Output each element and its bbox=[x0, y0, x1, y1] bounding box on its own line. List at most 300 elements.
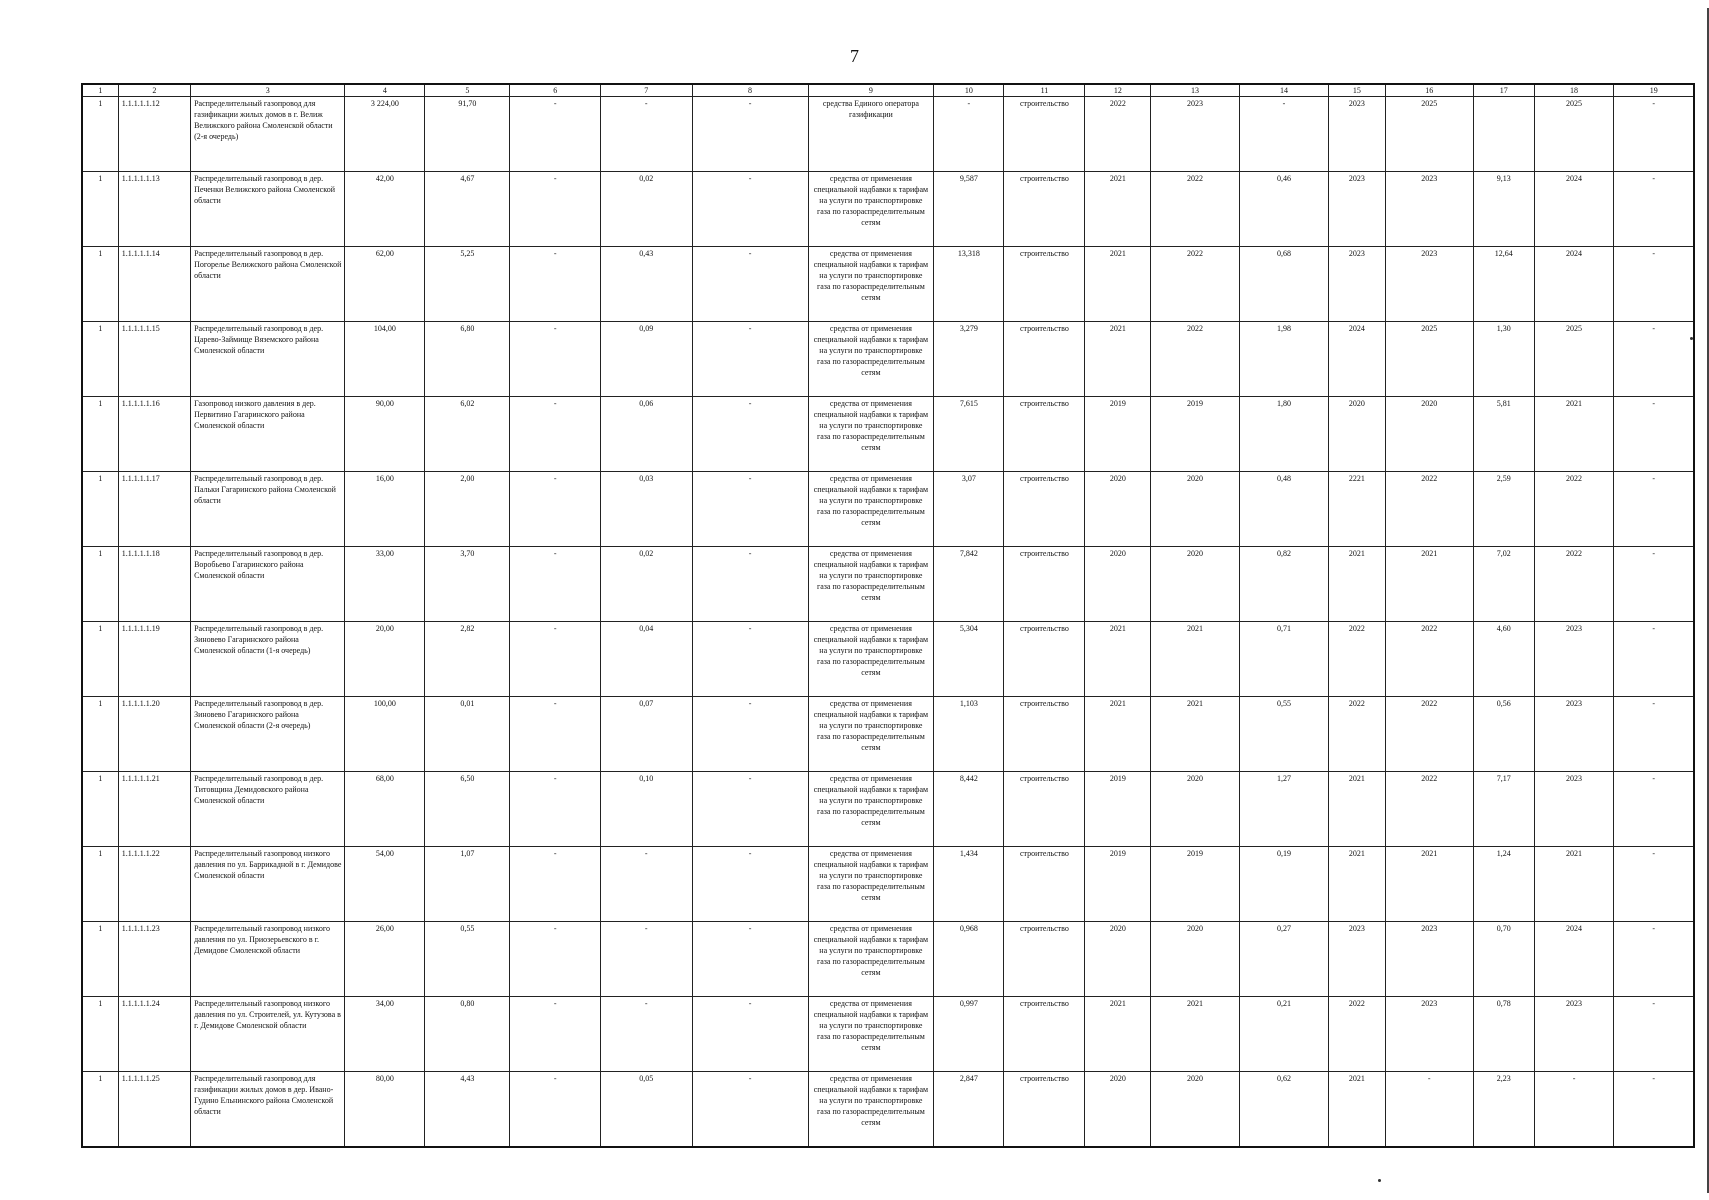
col17-cell: 2,23 bbox=[1473, 1072, 1534, 1148]
col16-cell: 2022 bbox=[1385, 472, 1473, 547]
level-cell: 1 bbox=[82, 172, 118, 247]
col17-cell: 1,30 bbox=[1473, 322, 1534, 397]
col4-cell: 16,00 bbox=[345, 472, 425, 547]
table-row bbox=[82, 97, 1694, 172]
column-number-cell: 4 bbox=[345, 84, 425, 97]
col8-cell: - bbox=[692, 772, 808, 847]
scan-speck bbox=[1378, 1179, 1381, 1182]
col8-cell: - bbox=[692, 997, 808, 1072]
col15-cell: 2023 bbox=[1329, 922, 1385, 997]
col7-cell: 0,09 bbox=[600, 322, 692, 397]
col8-cell: - bbox=[692, 922, 808, 997]
col16-cell: 2025 bbox=[1385, 322, 1473, 397]
col16-cell: 2022 bbox=[1385, 622, 1473, 697]
col12-cell: 2020 bbox=[1085, 922, 1151, 997]
col5-cell: 6,50 bbox=[425, 772, 510, 847]
col10-cell: 3,279 bbox=[934, 322, 1004, 397]
col8-cell: - bbox=[692, 172, 808, 247]
col19-cell: - bbox=[1614, 172, 1694, 247]
column-number-cell: 8 bbox=[692, 84, 808, 97]
work-type-cell: строительство bbox=[1004, 622, 1085, 697]
work-type-cell: строительство bbox=[1004, 547, 1085, 622]
object-name-cell: Распределительный газопровод низкого давления по ул. Баррикадной в г. Демидове Смоленской области bbox=[191, 847, 345, 922]
page-number: 7 bbox=[850, 46, 859, 66]
column-number-cell: 10 bbox=[934, 84, 1004, 97]
col13-cell: 2021 bbox=[1151, 697, 1239, 772]
col16-cell: 2022 bbox=[1385, 772, 1473, 847]
id-cell: 1.1.1.1.1.23 bbox=[118, 922, 190, 997]
col16-cell: 2021 bbox=[1385, 547, 1473, 622]
col14-cell: 0,82 bbox=[1239, 547, 1328, 622]
col14-cell: 0,68 bbox=[1239, 247, 1328, 322]
col13-cell: 2022 bbox=[1151, 322, 1239, 397]
funding-source-cell: средства от применения специальной надбавки к тарифам на услуги по транспортировке газа по газораспределительным сетям bbox=[808, 997, 934, 1072]
col14-cell: - bbox=[1239, 97, 1328, 172]
col4-cell: 34,00 bbox=[345, 997, 425, 1072]
col4-cell: 3 224,00 bbox=[345, 97, 425, 172]
col16-cell: 2022 bbox=[1385, 697, 1473, 772]
col19-cell: - bbox=[1614, 922, 1694, 997]
col19-cell: - bbox=[1614, 772, 1694, 847]
col13-cell: 2022 bbox=[1151, 172, 1239, 247]
table-row bbox=[82, 247, 1694, 322]
column-number-cell: 2 bbox=[118, 84, 190, 97]
col18-cell: 2021 bbox=[1534, 847, 1614, 922]
col14-cell: 0,62 bbox=[1239, 1072, 1328, 1148]
col17-cell: 4,60 bbox=[1473, 622, 1534, 697]
object-name-cell: Распределительный газопровод низкого давления по ул. Строителей, ул. Кутузова в г. Демидове Смоленской области bbox=[191, 997, 345, 1072]
level-cell: 1 bbox=[82, 547, 118, 622]
level-cell: 1 bbox=[82, 772, 118, 847]
id-cell: 1.1.1.1.1.20 bbox=[118, 697, 190, 772]
col19-cell: - bbox=[1614, 247, 1694, 322]
col7-cell: 0,05 bbox=[600, 1072, 692, 1148]
col17-cell: 9,13 bbox=[1473, 172, 1534, 247]
col10-cell: 8,442 bbox=[934, 772, 1004, 847]
col14-cell: 0,21 bbox=[1239, 997, 1328, 1072]
col13-cell: 2020 bbox=[1151, 1072, 1239, 1148]
column-number-cell: 5 bbox=[425, 84, 510, 97]
object-name-cell: Распределительный газопровод в дер. Титовщина Демидовского района Смоленской области bbox=[191, 772, 345, 847]
funding-source-cell: средства от применения специальной надбавки к тарифам на услуги по транспортировке газа по газораспределительным сетям bbox=[808, 1072, 934, 1148]
col16-cell: 2021 bbox=[1385, 847, 1473, 922]
col15-cell: 2021 bbox=[1329, 772, 1385, 847]
col7-cell: 0,03 bbox=[600, 472, 692, 547]
col12-cell: 2021 bbox=[1085, 172, 1151, 247]
col5-cell: 0,80 bbox=[425, 997, 510, 1072]
col7-cell: - bbox=[600, 922, 692, 997]
table-row bbox=[82, 997, 1694, 1072]
col13-cell: 2020 bbox=[1151, 547, 1239, 622]
table-row bbox=[82, 922, 1694, 997]
col12-cell: 2019 bbox=[1085, 397, 1151, 472]
column-number-cell: 13 bbox=[1151, 84, 1239, 97]
col10-cell: 5,304 bbox=[934, 622, 1004, 697]
col12-cell: 2020 bbox=[1085, 472, 1151, 547]
table-row bbox=[82, 622, 1694, 697]
col6-cell: - bbox=[510, 322, 601, 397]
col19-cell: - bbox=[1614, 622, 1694, 697]
col18-cell: 2024 bbox=[1534, 172, 1614, 247]
id-cell: 1.1.1.1.1.16 bbox=[118, 397, 190, 472]
col10-cell: 7,615 bbox=[934, 397, 1004, 472]
col19-cell: - bbox=[1614, 997, 1694, 1072]
object-name-cell: Распределительный газопровод для газификации жилых домов в г. Велиж Велижского района Смоленской области (2-я очередь) bbox=[191, 97, 345, 172]
col17-cell: 7,17 bbox=[1473, 772, 1534, 847]
col18-cell: 2023 bbox=[1534, 772, 1614, 847]
col7-cell: 0,04 bbox=[600, 622, 692, 697]
funding-source-cell: средства от применения специальной надбавки к тарифам на услуги по транспортировке газа по газораспределительным сетям bbox=[808, 697, 934, 772]
level-cell: 1 bbox=[82, 697, 118, 772]
id-cell: 1.1.1.1.1.21 bbox=[118, 772, 190, 847]
col18-cell: 2022 bbox=[1534, 472, 1614, 547]
col5-cell: 6,80 bbox=[425, 322, 510, 397]
col16-cell: 2023 bbox=[1385, 922, 1473, 997]
col10-cell: 1,103 bbox=[934, 697, 1004, 772]
level-cell: 1 bbox=[82, 322, 118, 397]
table-row bbox=[82, 172, 1694, 247]
col4-cell: 100,00 bbox=[345, 697, 425, 772]
col10-cell: 9,587 bbox=[934, 172, 1004, 247]
column-number-cell: 6 bbox=[510, 84, 601, 97]
col10-cell: 2,847 bbox=[934, 1072, 1004, 1148]
level-cell: 1 bbox=[82, 997, 118, 1072]
col15-cell: 2221 bbox=[1329, 472, 1385, 547]
table-row bbox=[82, 1072, 1694, 1148]
col6-cell: - bbox=[510, 1072, 601, 1148]
column-number-cell: 11 bbox=[1004, 84, 1085, 97]
col19-cell: - bbox=[1614, 97, 1694, 172]
col16-cell: - bbox=[1385, 1072, 1473, 1148]
col6-cell: - bbox=[510, 397, 601, 472]
col8-cell: - bbox=[692, 97, 808, 172]
work-type-cell: строительство bbox=[1004, 472, 1085, 547]
col18-cell: 2023 bbox=[1534, 622, 1614, 697]
col16-cell: 2020 bbox=[1385, 397, 1473, 472]
col6-cell: - bbox=[510, 472, 601, 547]
col8-cell: - bbox=[692, 397, 808, 472]
col10-cell: - bbox=[934, 97, 1004, 172]
column-number-cell: 12 bbox=[1085, 84, 1151, 97]
work-type-cell: строительство bbox=[1004, 772, 1085, 847]
object-name-cell: Распределительный газопровод в дер. Зиновево Гагаринского района Смоленской области (1-я очередь) bbox=[191, 622, 345, 697]
col15-cell: 2022 bbox=[1329, 622, 1385, 697]
id-cell: 1.1.1.1.1.15 bbox=[118, 322, 190, 397]
funding-source-cell: средства от применения специальной надбавки к тарифам на услуги по транспортировке газа по газораспределительным сетям bbox=[808, 847, 934, 922]
col12-cell: 2019 bbox=[1085, 847, 1151, 922]
col13-cell: 2019 bbox=[1151, 397, 1239, 472]
col6-cell: - bbox=[510, 922, 601, 997]
col8-cell: - bbox=[692, 322, 808, 397]
funding-source-cell: средства от применения специальной надбавки к тарифам на услуги по транспортировке газа по газораспределительным сетям bbox=[808, 322, 934, 397]
id-cell: 1.1.1.1.1.24 bbox=[118, 997, 190, 1072]
col18-cell: 2025 bbox=[1534, 97, 1614, 172]
col19-cell: - bbox=[1614, 547, 1694, 622]
table-body bbox=[82, 84, 1694, 1147]
col7-cell: - bbox=[600, 97, 692, 172]
column-number-cell: 17 bbox=[1473, 84, 1534, 97]
col13-cell: 2020 bbox=[1151, 772, 1239, 847]
object-name-cell: Распределительный газопровод в дер. Воробьево Гагаринского района Смоленской области bbox=[191, 547, 345, 622]
table-row bbox=[82, 697, 1694, 772]
col4-cell: 20,00 bbox=[345, 622, 425, 697]
funding-source-cell: средства от применения специальной надбавки к тарифам на услуги по транспортировке газа по газораспределительным сетям bbox=[808, 397, 934, 472]
object-name-cell: Распределительный газопровод в дер. Пальки Гагаринского района Смоленской области bbox=[191, 472, 345, 547]
object-name-cell: Распределительный газопровод в дер. Царево-Займище Вяземского района Смоленской области bbox=[191, 322, 345, 397]
funding-source-cell: средства от применения специальной надбавки к тарифам на услуги по транспортировке газа по газораспределительным сетям bbox=[808, 547, 934, 622]
col10-cell: 3,07 bbox=[934, 472, 1004, 547]
col6-cell: - bbox=[510, 247, 601, 322]
work-type-cell: строительство bbox=[1004, 997, 1085, 1072]
col16-cell: 2025 bbox=[1385, 97, 1473, 172]
column-number-cell: 15 bbox=[1329, 84, 1385, 97]
col18-cell: 2024 bbox=[1534, 247, 1614, 322]
column-number-row bbox=[82, 84, 1694, 97]
col15-cell: 2023 bbox=[1329, 172, 1385, 247]
col17-cell bbox=[1473, 97, 1534, 172]
col8-cell: - bbox=[692, 547, 808, 622]
col4-cell: 33,00 bbox=[345, 547, 425, 622]
col14-cell: 0,71 bbox=[1239, 622, 1328, 697]
col8-cell: - bbox=[692, 697, 808, 772]
col7-cell: - bbox=[600, 997, 692, 1072]
col18-cell: 2023 bbox=[1534, 697, 1614, 772]
col5-cell: 3,70 bbox=[425, 547, 510, 622]
col5-cell: 2,82 bbox=[425, 622, 510, 697]
table-row bbox=[82, 322, 1694, 397]
column-number-cell: 18 bbox=[1534, 84, 1614, 97]
object-name-cell: Распределительный газопровод в дер. Зиновево Гагаринского района Смоленской области (2-я очередь) bbox=[191, 697, 345, 772]
funding-source-cell: средства Единого оператора газификации bbox=[808, 97, 934, 172]
col4-cell: 62,00 bbox=[345, 247, 425, 322]
object-name-cell: Распределительный газопровод в дер. Погорелье Велижского района Смоленской области bbox=[191, 247, 345, 322]
level-cell: 1 bbox=[82, 397, 118, 472]
id-cell: 1.1.1.1.1.18 bbox=[118, 547, 190, 622]
col6-cell: - bbox=[510, 697, 601, 772]
col12-cell: 2021 bbox=[1085, 622, 1151, 697]
col7-cell: 0,43 bbox=[600, 247, 692, 322]
col17-cell: 12,64 bbox=[1473, 247, 1534, 322]
column-number-cell: 16 bbox=[1385, 84, 1473, 97]
col7-cell: 0,06 bbox=[600, 397, 692, 472]
work-type-cell: строительство bbox=[1004, 97, 1085, 172]
column-number-cell: 7 bbox=[600, 84, 692, 97]
col12-cell: 2021 bbox=[1085, 247, 1151, 322]
id-cell: 1.1.1.1.1.12 bbox=[118, 97, 190, 172]
work-type-cell: строительство bbox=[1004, 172, 1085, 247]
table-row bbox=[82, 397, 1694, 472]
col6-cell: - bbox=[510, 547, 601, 622]
col14-cell: 0,46 bbox=[1239, 172, 1328, 247]
col15-cell: 2023 bbox=[1329, 247, 1385, 322]
col17-cell: 2,59 bbox=[1473, 472, 1534, 547]
object-name-cell: Распределительный газопровод низкого давления по ул. Приозерьевского в г. Демидове Смоленской области bbox=[191, 922, 345, 997]
object-name-cell: Распределительный газопровод для газификации жилых домов в дер. Ивано-Гудино Ельнинского района Смоленской области bbox=[191, 1072, 345, 1148]
col15-cell: 2021 bbox=[1329, 547, 1385, 622]
col10-cell: 0,968 bbox=[934, 922, 1004, 997]
col18-cell: 2023 bbox=[1534, 997, 1614, 1072]
col14-cell: 1,80 bbox=[1239, 397, 1328, 472]
col14-cell: 0,55 bbox=[1239, 697, 1328, 772]
col4-cell: 26,00 bbox=[345, 922, 425, 997]
id-cell: 1.1.1.1.1.22 bbox=[118, 847, 190, 922]
table-row bbox=[82, 547, 1694, 622]
col15-cell: 2020 bbox=[1329, 397, 1385, 472]
level-cell: 1 bbox=[82, 247, 118, 322]
col14-cell: 0,48 bbox=[1239, 472, 1328, 547]
col5-cell: 0,01 bbox=[425, 697, 510, 772]
col14-cell: 0,27 bbox=[1239, 922, 1328, 997]
column-number-cell: 9 bbox=[808, 84, 934, 97]
col12-cell: 2021 bbox=[1085, 997, 1151, 1072]
id-cell: 1.1.1.1.1.13 bbox=[118, 172, 190, 247]
col13-cell: 2021 bbox=[1151, 997, 1239, 1072]
col6-cell: - bbox=[510, 997, 601, 1072]
col19-cell: - bbox=[1614, 847, 1694, 922]
work-type-cell: строительство bbox=[1004, 247, 1085, 322]
col8-cell: - bbox=[692, 472, 808, 547]
col17-cell: 0,70 bbox=[1473, 922, 1534, 997]
col10-cell: 13,318 bbox=[934, 247, 1004, 322]
col8-cell: - bbox=[692, 1072, 808, 1148]
work-type-cell: строительство bbox=[1004, 397, 1085, 472]
col4-cell: 68,00 bbox=[345, 772, 425, 847]
work-type-cell: строительство bbox=[1004, 847, 1085, 922]
col18-cell: 2021 bbox=[1534, 397, 1614, 472]
col5-cell: 1,07 bbox=[425, 847, 510, 922]
table-row bbox=[82, 772, 1694, 847]
col19-cell: - bbox=[1614, 697, 1694, 772]
id-cell: 1.1.1.1.1.14 bbox=[118, 247, 190, 322]
col6-cell: - bbox=[510, 847, 601, 922]
col7-cell: 0,10 bbox=[600, 772, 692, 847]
col4-cell: 104,00 bbox=[345, 322, 425, 397]
col7-cell: 0,07 bbox=[600, 697, 692, 772]
col15-cell: 2023 bbox=[1329, 97, 1385, 172]
col15-cell: 2022 bbox=[1329, 697, 1385, 772]
col4-cell: 80,00 bbox=[345, 1072, 425, 1148]
col13-cell: 2021 bbox=[1151, 622, 1239, 697]
work-type-cell: строительство bbox=[1004, 322, 1085, 397]
funding-source-cell: средства от применения специальной надбавки к тарифам на услуги по транспортировке газа по газораспределительным сетям bbox=[808, 247, 934, 322]
col14-cell: 1,27 bbox=[1239, 772, 1328, 847]
col19-cell: - bbox=[1614, 322, 1694, 397]
work-type-cell: строительство bbox=[1004, 922, 1085, 997]
col15-cell: 2024 bbox=[1329, 322, 1385, 397]
col6-cell: - bbox=[510, 772, 601, 847]
table-row bbox=[82, 847, 1694, 922]
col12-cell: 2019 bbox=[1085, 772, 1151, 847]
column-number-cell: 3 bbox=[191, 84, 345, 97]
col12-cell: 2021 bbox=[1085, 697, 1151, 772]
table-row bbox=[82, 472, 1694, 547]
level-cell: 1 bbox=[82, 1072, 118, 1148]
col17-cell: 7,02 bbox=[1473, 547, 1534, 622]
id-cell: 1.1.1.1.1.25 bbox=[118, 1072, 190, 1148]
col8-cell: - bbox=[692, 247, 808, 322]
funding-source-cell: средства от применения специальной надбавки к тарифам на услуги по транспортировке газа по газораспределительным сетям bbox=[808, 172, 934, 247]
col19-cell: - bbox=[1614, 397, 1694, 472]
col6-cell: - bbox=[510, 172, 601, 247]
col16-cell: 2023 bbox=[1385, 172, 1473, 247]
level-cell: 1 bbox=[82, 622, 118, 697]
col15-cell: 2021 bbox=[1329, 847, 1385, 922]
work-type-cell: строительство bbox=[1004, 697, 1085, 772]
col12-cell: 2020 bbox=[1085, 1072, 1151, 1148]
col18-cell: 2022 bbox=[1534, 547, 1614, 622]
work-type-cell: строительство bbox=[1004, 1072, 1085, 1148]
col18-cell: 2025 bbox=[1534, 322, 1614, 397]
col8-cell: - bbox=[692, 622, 808, 697]
col17-cell: 1,24 bbox=[1473, 847, 1534, 922]
col10-cell: 1,434 bbox=[934, 847, 1004, 922]
col13-cell: 2020 bbox=[1151, 472, 1239, 547]
col17-cell: 5,81 bbox=[1473, 397, 1534, 472]
col5-cell: 91,70 bbox=[425, 97, 510, 172]
col13-cell: 2020 bbox=[1151, 922, 1239, 997]
col13-cell: 2022 bbox=[1151, 247, 1239, 322]
col13-cell: 2019 bbox=[1151, 847, 1239, 922]
col5-cell: 4,43 bbox=[425, 1072, 510, 1148]
id-cell: 1.1.1.1.1.19 bbox=[118, 622, 190, 697]
col19-cell: - bbox=[1614, 1072, 1694, 1148]
col18-cell: - bbox=[1534, 1072, 1614, 1148]
column-number-cell: 14 bbox=[1239, 84, 1328, 97]
funding-source-cell: средства от применения специальной надбавки к тарифам на услуги по транспортировке газа по газораспределительным сетям bbox=[808, 472, 934, 547]
funding-source-cell: средства от применения специальной надбавки к тарифам на услуги по транспортировке газа по газораспределительным сетям bbox=[808, 922, 934, 997]
col10-cell: 0,997 bbox=[934, 997, 1004, 1072]
col7-cell: 0,02 bbox=[600, 547, 692, 622]
col15-cell: 2022 bbox=[1329, 997, 1385, 1072]
col18-cell: 2024 bbox=[1534, 922, 1614, 997]
col7-cell: 0,02 bbox=[600, 172, 692, 247]
col13-cell: 2023 bbox=[1151, 97, 1239, 172]
col16-cell: 2023 bbox=[1385, 997, 1473, 1072]
col17-cell: 0,56 bbox=[1473, 697, 1534, 772]
level-cell: 1 bbox=[82, 922, 118, 997]
level-cell: 1 bbox=[82, 847, 118, 922]
col4-cell: 90,00 bbox=[345, 397, 425, 472]
col6-cell: - bbox=[510, 622, 601, 697]
col7-cell: - bbox=[600, 847, 692, 922]
funding-source-cell: средства от применения специальной надбавки к тарифам на услуги по транспортировке газа по газораспределительным сетям bbox=[808, 772, 934, 847]
col19-cell: - bbox=[1614, 472, 1694, 547]
col5-cell: 4,67 bbox=[425, 172, 510, 247]
col5-cell: 0,55 bbox=[425, 922, 510, 997]
object-name-cell: Газопровод низкого давления в дер. Первитино Гагаринского района Смоленской области bbox=[191, 397, 345, 472]
col6-cell: - bbox=[510, 97, 601, 172]
col12-cell: 2020 bbox=[1085, 547, 1151, 622]
col12-cell: 2022 bbox=[1085, 97, 1151, 172]
col17-cell: 0,78 bbox=[1473, 997, 1534, 1072]
level-cell: 1 bbox=[82, 472, 118, 547]
col15-cell: 2021 bbox=[1329, 1072, 1385, 1148]
col10-cell: 7,842 bbox=[934, 547, 1004, 622]
funding-source-cell: средства от применения специальной надбавки к тарифам на услуги по транспортировке газа по газораспределительным сетям bbox=[808, 622, 934, 697]
column-number-cell: 1 bbox=[82, 84, 118, 97]
col14-cell: 1,98 bbox=[1239, 322, 1328, 397]
col5-cell: 2,00 bbox=[425, 472, 510, 547]
investment-program-table bbox=[81, 83, 1695, 1148]
col4-cell: 42,00 bbox=[345, 172, 425, 247]
col14-cell: 0,19 bbox=[1239, 847, 1328, 922]
col5-cell: 6,02 bbox=[425, 397, 510, 472]
id-cell: 1.1.1.1.1.17 bbox=[118, 472, 190, 547]
col4-cell: 54,00 bbox=[345, 847, 425, 922]
col16-cell: 2023 bbox=[1385, 247, 1473, 322]
col8-cell: - bbox=[692, 847, 808, 922]
col5-cell: 5,25 bbox=[425, 247, 510, 322]
